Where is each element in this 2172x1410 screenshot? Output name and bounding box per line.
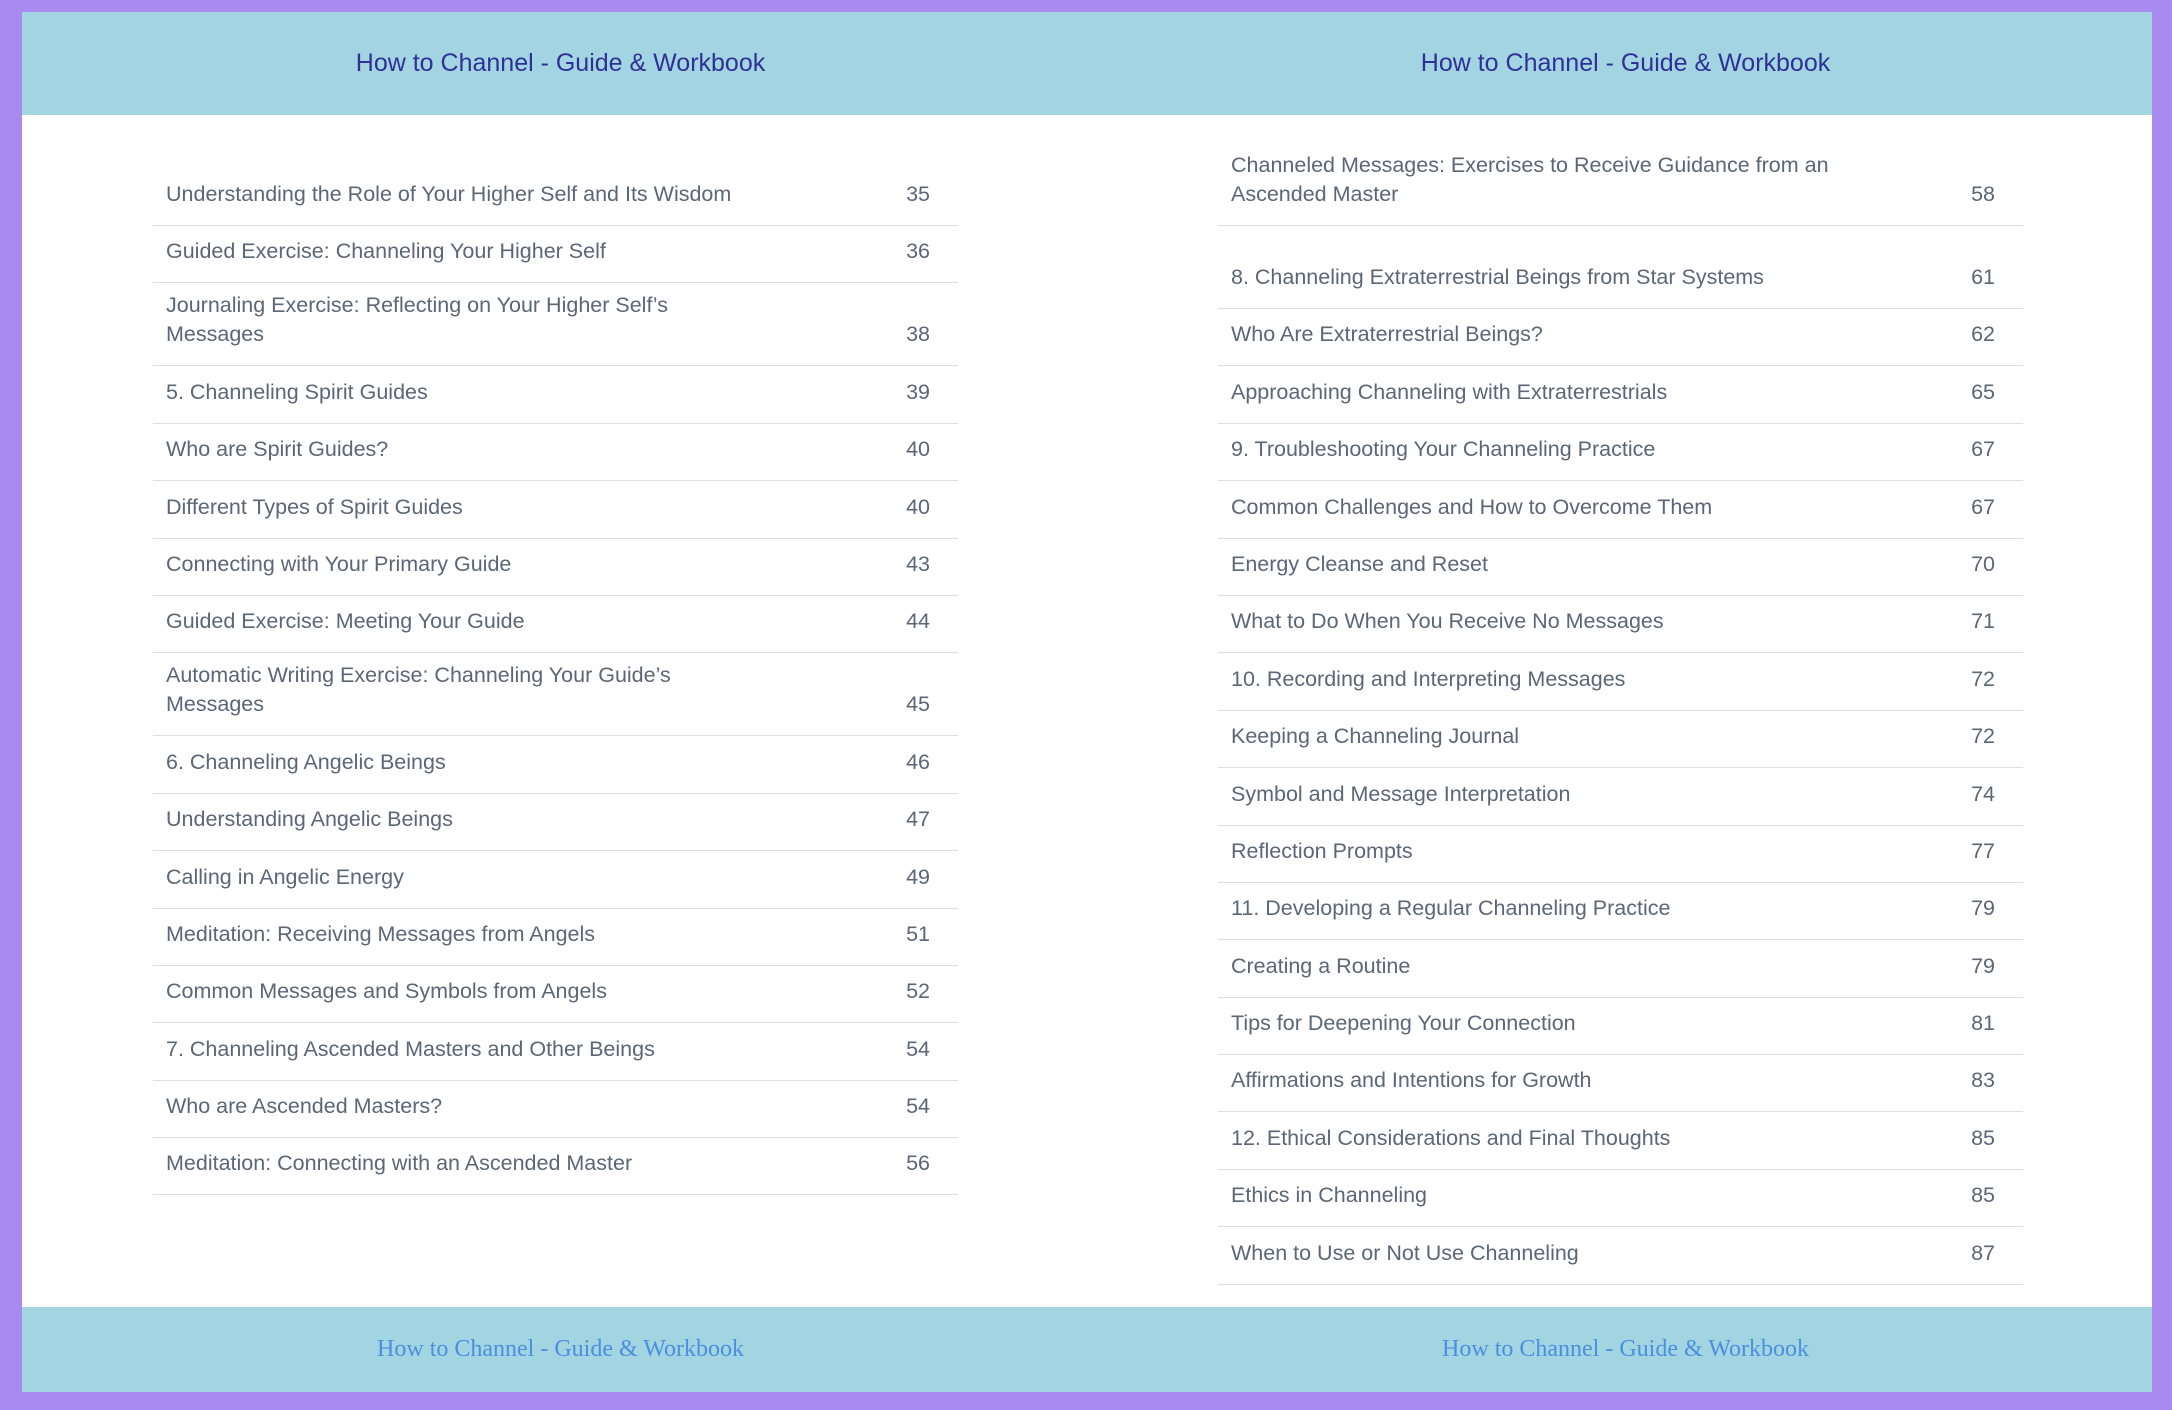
left-footer-title: How to Channel - Guide & Workbook xyxy=(377,1336,744,1362)
left-header-title: How to Channel - Guide & Workbook xyxy=(355,49,766,77)
toc-entry[interactable] xyxy=(1218,883,2023,940)
toc-entry-page-number: 67 xyxy=(1971,437,1995,462)
toc-entry-page-number: 85 xyxy=(1971,1183,1995,1208)
toc-entry-title: Meditation: Receiving Messages from Angels xyxy=(166,921,596,946)
toc-entry-page-number: 51 xyxy=(906,921,930,946)
toc-entry-title: 8. Channeling Extraterrestrial Beings from Star Systems xyxy=(1231,265,1764,289)
toc-entry-title: What to Do When You Receive No Messages xyxy=(1231,609,1664,634)
toc-entry-title: Symbol and Message Interpretation xyxy=(1231,781,1571,806)
toc-entry-page-number: 45 xyxy=(906,692,930,717)
toc-entry-page-number: 74 xyxy=(1971,781,1995,806)
toc-entry-page-number: 49 xyxy=(906,864,930,889)
toc-entry-page-number: 70 xyxy=(1971,551,1995,576)
toc-entry-page-number: 56 xyxy=(906,1151,930,1176)
toc-entry-title: 7. Channeling Ascended Masters and Other Beings xyxy=(166,1036,655,1061)
toc-entry-page-number: 77 xyxy=(1971,838,1995,863)
toc-entry-title: Creating a Routine xyxy=(1231,953,1411,978)
toc-entry[interactable] xyxy=(153,909,958,966)
toc-entry-page-number: 54 xyxy=(906,1094,930,1119)
toc-entry[interactable] xyxy=(153,539,958,596)
toc-entry-page-number: 36 xyxy=(906,239,930,264)
toc-entry-title: Who are Spirit Guides? xyxy=(166,437,389,462)
toc-entry[interactable] xyxy=(153,596,958,653)
toc-entry-title: Understanding the Role of Your Higher Self and Its Wisdom xyxy=(166,182,732,206)
toc-entry[interactable] xyxy=(1218,1227,2023,1284)
toc-entry[interactable] xyxy=(153,794,958,851)
toc-entry[interactable] xyxy=(1218,596,2023,653)
toc-entry-title: When to Use or Not Use Channeling xyxy=(1231,1240,1579,1265)
toc-entry-title: Who Are Extraterrestrial Beings? xyxy=(1231,322,1543,347)
toc-entry[interactable] xyxy=(153,283,958,366)
toc-entry-page-number: 46 xyxy=(906,749,930,774)
toc-entry-page-number: 54 xyxy=(906,1036,930,1061)
toc-entry[interactable] xyxy=(153,481,958,538)
toc-entry[interactable] xyxy=(153,1138,958,1195)
toc-entry[interactable] xyxy=(1218,226,2023,309)
toc-entry-page-number: 39 xyxy=(906,379,930,404)
toc-entry[interactable] xyxy=(1218,768,2023,825)
toc-entry[interactable] xyxy=(153,143,958,226)
toc-entry-page-number: 65 xyxy=(1971,379,1995,404)
toc-entry[interactable] xyxy=(153,366,958,423)
toc-entry-page-number: 58 xyxy=(1971,182,1995,206)
toc-entry[interactable] xyxy=(1218,143,2023,226)
toc-entry-title: Guided Exercise: Channeling Your Higher Self xyxy=(166,239,606,264)
toc-entry-page-number: 72 xyxy=(1971,666,1995,691)
toc-entry-page-number: 87 xyxy=(1971,1240,1995,1265)
right-table-of-contents xyxy=(1218,143,2023,1285)
toc-entry[interactable] xyxy=(1218,539,2023,596)
toc-entry[interactable] xyxy=(1218,1055,2023,1112)
right-page xyxy=(1087,12,2152,1392)
right-page-footer xyxy=(1087,1307,2152,1392)
book-spread xyxy=(22,12,2152,1392)
toc-entry[interactable] xyxy=(1218,998,2023,1055)
toc-entry[interactable] xyxy=(153,424,958,481)
toc-entry-title: Affirmations and Intentions for Growth xyxy=(1231,1068,1592,1093)
toc-entry-title: Common Messages and Symbols from Angels xyxy=(166,979,607,1004)
toc-entry[interactable] xyxy=(153,1023,958,1080)
toc-entry[interactable] xyxy=(153,851,958,908)
toc-entry-page-number: 62 xyxy=(1971,322,1995,347)
toc-entry-page-number: 79 xyxy=(1971,953,1995,978)
toc-entry-title: 9. Troubleshooting Your Channeling Practice xyxy=(1231,437,1656,462)
toc-entry-title: Who are Ascended Masters? xyxy=(166,1094,443,1119)
toc-entry-title: Channeled Messages: Exercises to Receive Guidance from an Ascended Master xyxy=(1231,153,1829,206)
toc-entry[interactable] xyxy=(1218,309,2023,366)
toc-entry-title: 12. Ethical Considerations and Final Thoughts xyxy=(1231,1125,1671,1150)
toc-entry-title: 6. Channeling Angelic Beings xyxy=(166,749,446,774)
toc-entry-page-number: 79 xyxy=(1971,896,1995,921)
toc-entry-title: Reflection Prompts xyxy=(1231,838,1413,863)
toc-entry-title: Common Challenges and How to Overcome Them xyxy=(1231,494,1713,519)
right-header-title: How to Channel - Guide & Workbook xyxy=(1420,49,1831,77)
toc-entry-page-number: 47 xyxy=(906,807,930,832)
toc-entry[interactable] xyxy=(1218,1170,2023,1227)
toc-entry-title: Calling in Angelic Energy xyxy=(166,864,404,889)
toc-entry-page-number: 81 xyxy=(1971,1011,1995,1036)
toc-entry[interactable] xyxy=(1218,653,2023,710)
toc-entry-title: Automatic Writing Exercise: Channeling Your Guide’s Messages xyxy=(166,663,671,717)
toc-entry[interactable] xyxy=(153,736,958,793)
toc-entry-title: Tips for Deepening Your Connection xyxy=(1231,1011,1576,1036)
toc-entry-title: Understanding Angelic Beings xyxy=(166,807,453,832)
toc-entry[interactable] xyxy=(1218,826,2023,883)
toc-entry[interactable] xyxy=(153,226,958,283)
toc-entry-page-number: 83 xyxy=(1971,1068,1995,1093)
toc-entry[interactable] xyxy=(153,966,958,1023)
toc-entry-page-number: 40 xyxy=(906,494,930,519)
toc-entry-title: Approaching Channeling with Extraterrestrials xyxy=(1231,379,1668,404)
toc-entry-page-number: 40 xyxy=(906,437,930,462)
left-page xyxy=(22,12,1087,1392)
toc-entry-title: Different Types of Spirit Guides xyxy=(166,494,463,519)
toc-entry-page-number: 43 xyxy=(906,551,930,576)
toc-entry-page-number: 72 xyxy=(1971,724,1995,749)
toc-entry-title: Connecting with Your Primary Guide xyxy=(166,551,512,576)
toc-entry-page-number: 85 xyxy=(1971,1125,1995,1150)
toc-entry-page-number: 71 xyxy=(1971,609,1995,634)
toc-entry-title: Keeping a Channeling Journal xyxy=(1231,724,1520,749)
left-page-footer xyxy=(22,1307,1087,1392)
toc-entry-page-number: 38 xyxy=(906,322,930,347)
toc-entry-title: Ethics in Channeling xyxy=(1231,1183,1428,1208)
toc-entry-title: Energy Cleanse and Reset xyxy=(1231,551,1488,576)
left-page-header xyxy=(22,12,1087,115)
toc-entry-title: 5. Channeling Spirit Guides xyxy=(166,379,428,404)
toc-entry-page-number: 67 xyxy=(1971,494,1995,519)
left-table-of-contents xyxy=(153,143,958,1195)
toc-entry[interactable] xyxy=(1218,481,2023,538)
toc-entry[interactable] xyxy=(1218,366,2023,423)
toc-entry-page-number: 52 xyxy=(906,979,930,1004)
toc-entry-title: 11. Developing a Regular Channeling Practice xyxy=(1231,896,1671,921)
toc-entry[interactable] xyxy=(153,653,958,736)
toc-entry-title: Guided Exercise: Meeting Your Guide xyxy=(166,609,525,634)
toc-entry-title: Meditation: Connecting with an Ascended Master xyxy=(166,1151,633,1176)
toc-entry[interactable] xyxy=(1218,424,2023,481)
toc-entry[interactable] xyxy=(153,1081,958,1138)
toc-entry[interactable] xyxy=(1218,711,2023,768)
toc-entry-title: Journaling Exercise: Reflecting on Your Higher Self’s Messages xyxy=(166,293,668,347)
toc-entry[interactable] xyxy=(1218,1112,2023,1169)
toc-entry-page-number: 44 xyxy=(906,609,930,634)
toc-entry-page-number: 35 xyxy=(906,182,930,206)
toc-entry-title: 10. Recording and Interpreting Messages xyxy=(1231,666,1626,691)
right-page-header xyxy=(1087,12,2152,115)
right-footer-title: How to Channel - Guide & Workbook xyxy=(1442,1336,1809,1362)
toc-entry-page-number: 61 xyxy=(1971,265,1995,289)
toc-entry[interactable] xyxy=(1218,940,2023,997)
